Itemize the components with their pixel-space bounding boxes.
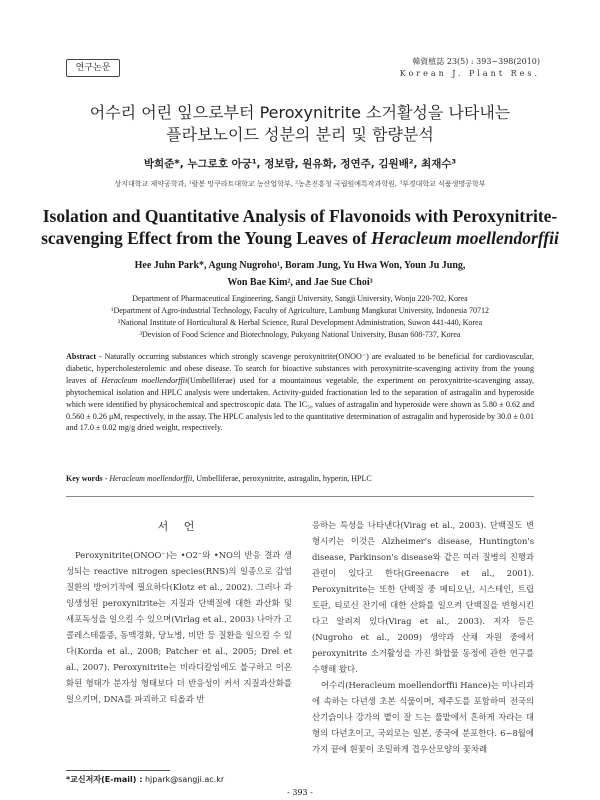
footnote-label: *교신저자(E-mail) : bbox=[66, 775, 143, 784]
abstract bbox=[66, 351, 534, 434]
english-title-species: Heracleum moellendorffii bbox=[371, 228, 559, 248]
divider bbox=[66, 496, 534, 497]
journal-line-1: 韓資植誌 23(5) : 393~398(2010) bbox=[412, 57, 540, 66]
corresponding-author-footnote bbox=[66, 774, 224, 785]
paragraph: 어수리(Heracleum moellendorffii Hance)는 미나리과에 속하는 다년생 초본 식물이며, 제주도를 포함하여 전국의 산기슭이나 강가의 볕이 잘 드는 풀밭에서 흔하게 자라는 대형의 다년초이고, 국외로는 일본, 중국에 분포한다. 6~8월에 가지 끝에 흰꽃이 조밀하게 겹우산모양의 꽃차례 bbox=[312, 680, 534, 754]
english-affiliation-2: ¹Department of Agro-industrial Technology, Faculty of Agriculture, Lambung Mangkurat University, Indonesia 70712 bbox=[111, 306, 489, 315]
keywords bbox=[66, 474, 534, 483]
keywords-list: , Umbelliferae, peroxynitrite, astragalin, hyperin, HPLC bbox=[192, 474, 372, 483]
korean-title-line-2: 플라보노이드 성분의 분리 및 함량분석 bbox=[166, 125, 434, 144]
korean-affiliations: 상지대학교 제약공학과, ¹람봉 망쿠라트대학교 농산업학부, ²농촌진흥청 국립원예특작과학원, ³부경대학교 식품생명공학부 bbox=[114, 180, 486, 188]
english-authors-line-2: Won Bae Kim², and Jae Sue Choi³ bbox=[227, 277, 373, 288]
journal-line-2: Korean J. Plant Res. bbox=[399, 69, 540, 78]
paragraph: 응하는 특성을 나타낸다(Virag et al., 2003). 단백질도 변형시키는 이것은 Alzheimer's disease, Huntington's disease, Parkinson's disease와 같은 여러 질병의 진행과 관련이 있다고 한다(Greenacre et al., 2001). Peroxynitrite는 또한 단백질 중 메티오닌, 시스테인, 트립토판, 티로신 잔기에 대한 산화를 일으켜 단백질을 변형시킨다고 알려져 있다(Virag et al., 2003). 저자 등은(Nugroho et al., 2009) 생약과 산채 자원 중에서 peroxynitrite 소거활성을 가진 화합물 동정에 관한 연구를 수행해 왔다. bbox=[312, 520, 534, 674]
english-title-line-2 bbox=[0, 228, 600, 249]
abstract-species: Heracleum moellendorffii bbox=[101, 375, 188, 385]
footnote-email: hjpark@sangji.ac.kr bbox=[144, 775, 225, 784]
abstract-text-2: (Umbelliferae) used for a mountainous vegetable, the experiment on peroxynitrite-scavenging assay, phytochemical isolation and HPLC analysis were undertaken. Activity-guided fractionation led to the separation of astragalin and hyperoside which were identified by physicochemical and spectroscopic data. The IC₅₀ values of astragalin and hyperoside were shown as 5.80 ± 0.62 and 0.560 ± 0.26 μM, respectively, in the assay. The HPLC analysis led to the quantitative determination of astragalin and hyperoside by 30.0 ± 0.01 and 17.0 ± 0.02 mg/g dried weight, respectively. bbox=[66, 375, 535, 433]
korean-title-line-1: 어수리 어린 잎으로부터 Peroxynitrite 소거활성을 나타내는 bbox=[89, 103, 511, 122]
body-column-left: Peroxynitrite(ONOO⁻)는 •O2⁻와 •NO의 반응 결과 생성되는 reactive nitrogen species(RNS)의 일종으로 감염질환의 방어기작에 필요하다(Klotz et al., 2002). 그러나 과잉생성된 peroxynitrite는 지질과 단백질에 대한 과산화 및 세포독성을 일으킬 수 있으며(Virlag et al., 2003) 나아가 고콜레스테롤증, 동맥경화, 당뇨병, 비만 등 질환을 일으킬 수 있다(Korda et al., 2008; Patcher et al., 2005; Drel et al., 2007). Peroxynitrite는 비라디칼임에도 불구하고 이온화된 형태가 분자성 형태보다 더 반응성이 커서 지질과산화를 일으키며, DNA를 파괴하고 티올과 반 bbox=[66, 550, 292, 704]
english-title-line-1: Isolation and Quantitative Analysis of Flavonoids with Peroxynitrite- bbox=[42, 206, 558, 226]
english-affiliation-1: Department of Pharmaceutical Engineering, Sangji University, Sangji University, Wonju 220-702, Korea bbox=[132, 294, 468, 303]
keywords-dash: - bbox=[102, 474, 110, 483]
footnote-divider bbox=[66, 770, 170, 771]
section-heading: 서 언 bbox=[157, 520, 201, 533]
abstract-text-1: - Naturally occurring substances which strongly scavenge peroxynitrite(ONOO⁻) are evaluated to be beneficial for cardiovascular, diabetic, hypercholesterolemic and obese disease. To search for bioactive substances with peroxynitrite-scavenging activity from the young leaves of bbox=[66, 352, 534, 385]
journal-citation bbox=[400, 56, 540, 80]
english-title-text: scavenging Effect from the Young Leaves of bbox=[41, 228, 372, 248]
korean-authors: 박희준*, 누그로호 아궁¹, 정보람, 원유화, 정연주, 김원배², 최재수³ bbox=[143, 158, 457, 170]
english-affiliation-4: ³Devision of Food Science and Biotechnology, Pukyong National University, Busan 608-737, Korea bbox=[139, 330, 461, 339]
keywords-label: Key words bbox=[66, 474, 103, 483]
keywords-species: Heracleum moellendorffii bbox=[109, 474, 193, 483]
page-number: - 393 - bbox=[287, 788, 313, 797]
body-column-right bbox=[312, 517, 534, 757]
article-type-badge: 연구논문 bbox=[66, 59, 120, 77]
abstract-label: Abstract bbox=[66, 352, 97, 361]
english-affiliation-3: ²National Institute of Horticultural & Herbal Science, Rural Development Administration, Suwon 441-440, Korea bbox=[117, 318, 483, 327]
english-authors-line-1: Hee Juhn Park*, Agung Nugroho¹, Boram Jung, Yu Hwa Won, Youn Ju Jung, bbox=[134, 260, 466, 271]
